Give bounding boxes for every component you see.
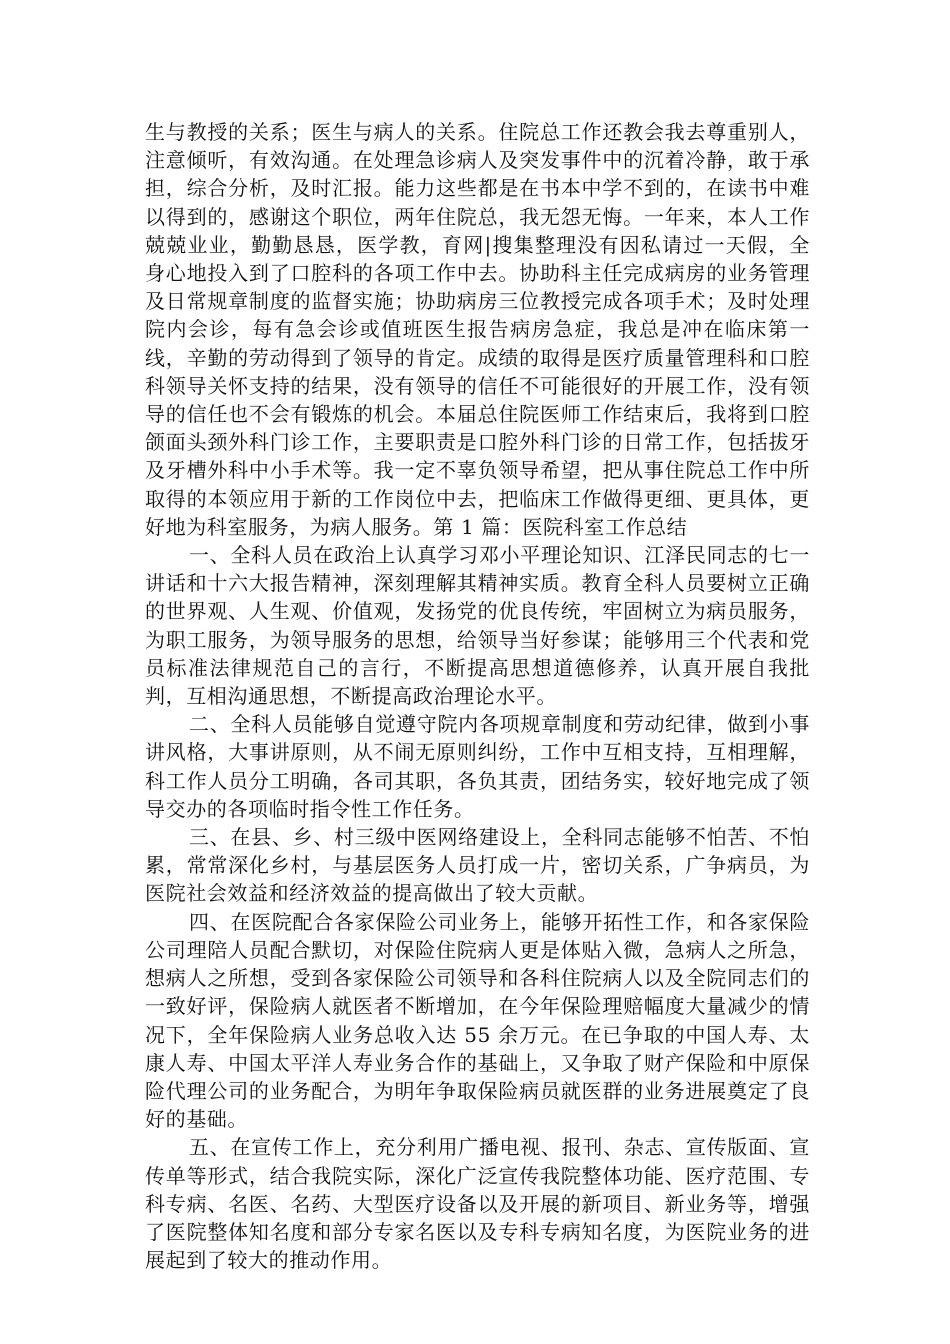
paragraph-section-4: 四、在医院配合各家保险公司业务上，能够开拓性工作，和各家保险公司理陪人员配合默切，对保险住院病人更是体贴入微，急病人之所急，想病人之所想，受到各家保险公司领导和各科住院病人以及全院同志们的一致好评，保险病人就医者不断增加，在今年保险理赔幅度大量减少的情况下，全年保险病人业务总收入达 55 余万元。在已争取的中国人寿、太康人寿、中国太平洋人寿业务合作的基础上，又争取了财产保险和中原保险代理公司的业务配合，为明年争取保险病员就医群的业务进展奠定了良好的基础。 bbox=[145, 909, 810, 1132]
paragraph-continuation: 生与教授的关系；医生与病人的关系。住院总工作还教会我去尊重别人，注意倾听，有效沟通。在处理急诊病人及突发事件中的沉着冷静，敢于承担，综合分析，及时汇报。能力这些都是在书本中学不到的，在读书中难以得到的，感谢这个职位，两年住院总，我无怨无悔。一年来，本人工作兢兢业业，勤勤恳恳，医学教，育网|搜集整理没有因私请过一天假，全身心地投入到了口腔科的各项工作中去。协助科主任完成病房的业务管理及日常规章制度的监督实施；协助病房三位教授完成各项手术；及时处理院内会诊，每有急会诊或值班医生报告病房急症，我总是冲在临床第一线，辛勤的劳动得到了领导的肯定。成绩的取得是医疗质量管理科和口腔科领导关怀支持的结果，没有领导的信任不可能很好的开展工作，没有领导的信任也不会有锻炼的机会。本届总住院医师工作结束后，我将到口腔颌面头颈外科门诊工作，主要职责是口腔外科门诊的日常工作，包括拔牙及牙槽外科中小手术等。我一定不辜负领导希望，把从事住院总工作中所取得的本领应用于新的工作岗位中去，把临床工作做得更细、更具体，更好地为科室服务，为病人服务。第 1 篇：医院科室工作总结 bbox=[145, 120, 810, 539]
paragraph-section-3: 三、在县、乡、村三级中医网络建设上，全科同志能够不怕苦、不怕累，常常深化乡村，与基层医务人员打成一片，密切关系，广争病员，为医院社会效益和经济效益的提高做出了较大贡献。 bbox=[145, 825, 810, 906]
paragraph-section-5: 五、在宣传工作上，充分利用广播电视、报刊、杂志、宣传版面、宣传单等形式，结合我院实际，深化广泛宣传我院整体功能、医疗范围、专科专病、名医、名药、大型医疗设备以及开展的新项目、新业务等，增强了医院整体知名度和部分专家名医以及专科专病知名度，为医院业务的进展起到了较大的推动作用。 bbox=[145, 1135, 810, 1273]
document-body bbox=[145, 118, 810, 1274]
paragraph-section-2: 二、全科人员能够自觉遵守院内各项规章制度和劳动纪律，做到小事讲风格，大事讲原则，从不闹无原则纠纷，工作中互相支持，互相理解，科工作人员分工明确，各司其职，各负其责，团结务实，较好地完成了领导交办的各项临时指令性工作任务。 bbox=[145, 712, 810, 821]
paragraph-section-1: 一、全科人员在政治上认真学习邓小平理论知识、江泽民同志的七一讲话和十六大报告精神，深刻理解其精神实质。教育全科人员要树立正确的世界观、人生观、价值观，发扬党的优良传统，牢固树立为病员服务，为职工服务，为领导服务的思想，给领导当好参谋；能够用三个代表和党员标准法律规范自己的言行，不断提高思想道德修养，认真开展自我批判，互相沟通思想，不断提高政治理论水平。 bbox=[145, 543, 810, 709]
